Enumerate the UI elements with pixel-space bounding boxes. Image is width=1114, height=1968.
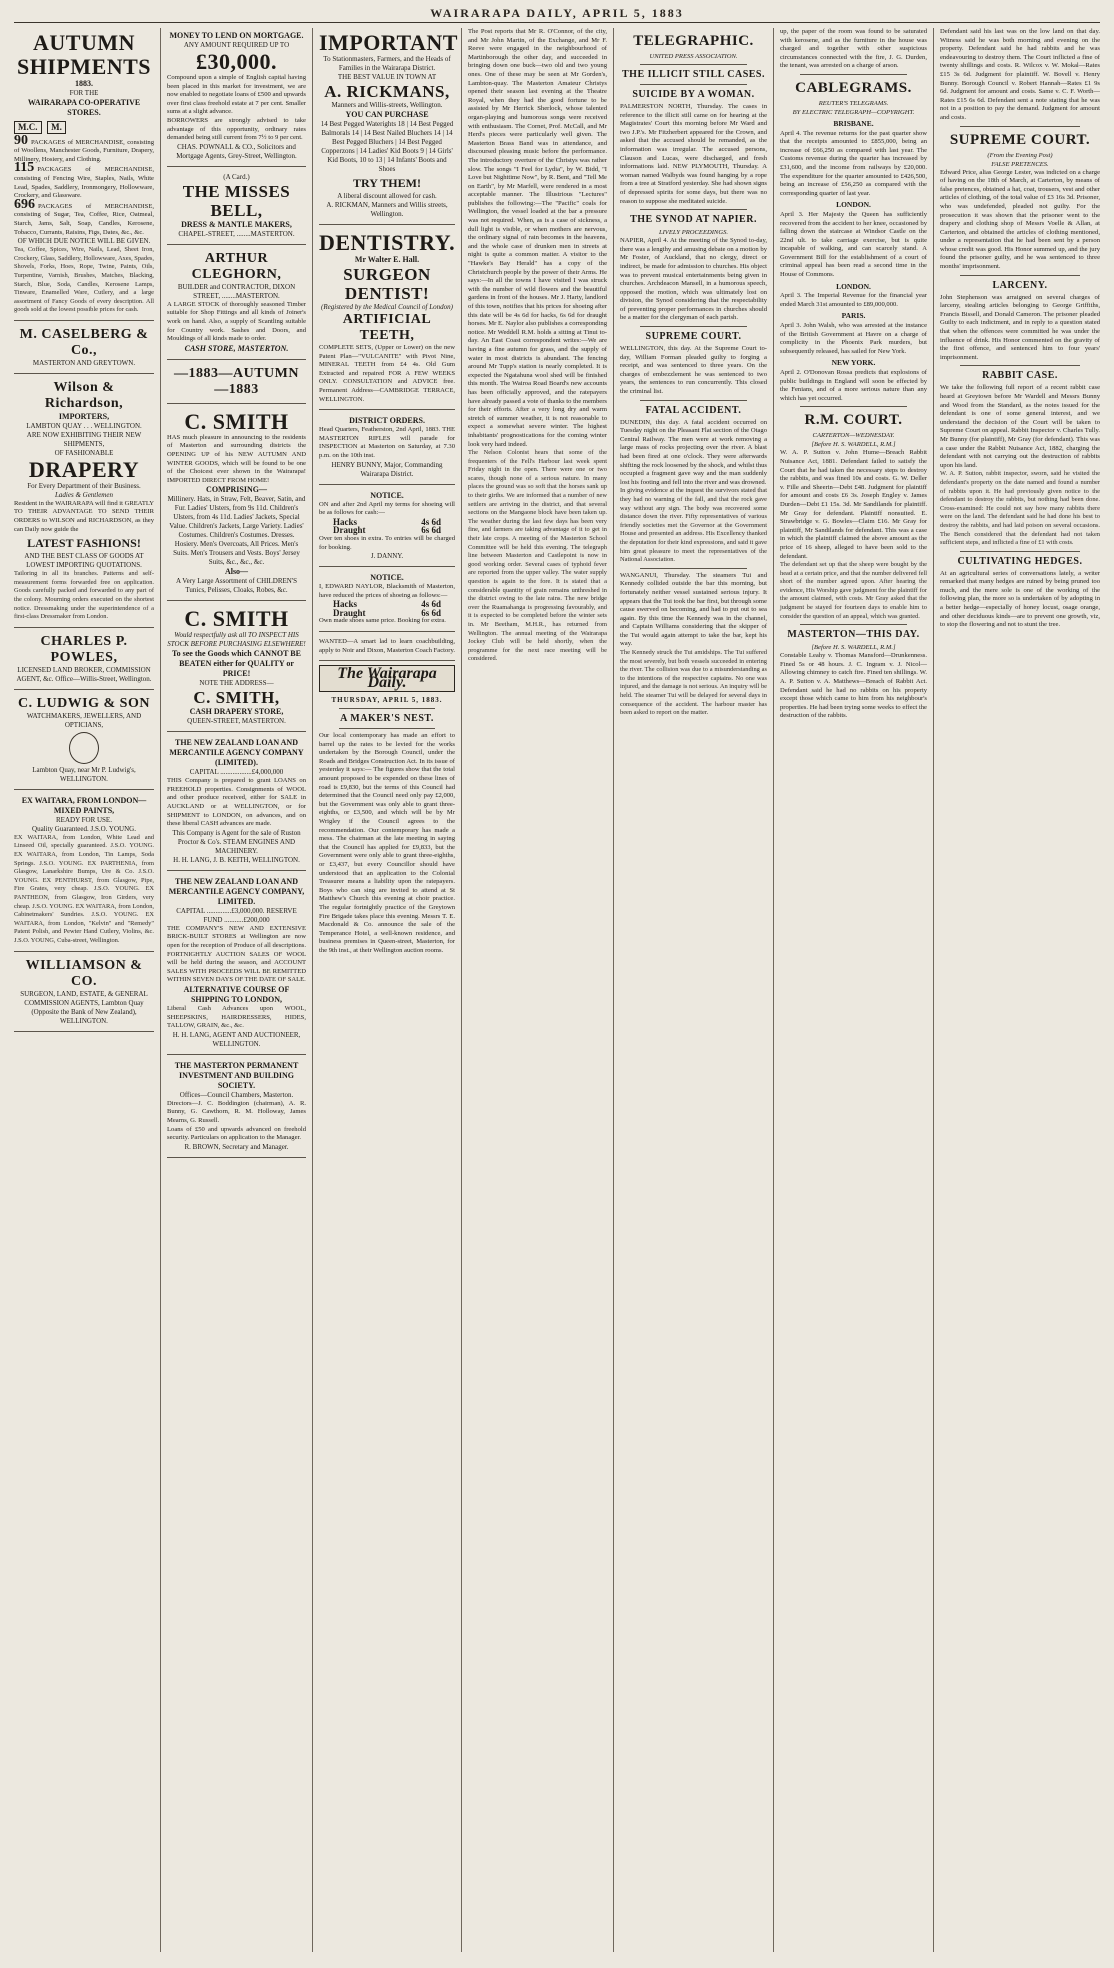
price-value: 6s 6d: [421, 607, 441, 618]
court-before: [Before H. S. WARDELL, R.M.]: [811, 644, 896, 652]
article-body: April 2. O'Donovan Rossa predicts that explosions of public buildings in England will soon be effected by the Fenians, and of a more serious nature than any which has yet occurred.: [780, 369, 927, 402]
ad-year: 1883.: [75, 79, 93, 88]
ad-line: Ladies & Gentlemen: [55, 490, 113, 499]
ad-body: THE COMPANY'S NEW AND EXTENSIVE BRICK-BUILT STORES at Wellington are now open for the reception of Produce of all descriptions. FORTNIGHTLY AUCTION SALES OF WOOL will be held during the season, and ACCOUNT SALES WITH PROCEEDS WILL BE REMITTED WITHIN SEVEN DAYS OF THE DATE OF SALE.: [167, 924, 306, 984]
ad-body: A LARGE STOCK of thoroughly seasoned Timber suitable for Shop Fittings and all kinds of Joiner's work on hand. Also, a supply of Scantling suitable for Country work. Sashes and Doors, and Mouldings of all kinds made to order.: [167, 300, 306, 343]
article-headline: A MAKER'S NEST.: [340, 713, 434, 725]
article-body: PALMERSTON NORTH, Thursday. The cases in reference to the illicit still came on for hearing at the Magistrates' Court this morning before Mr Ward and two J.P.'s. Mr Fitzherbert appeared for the Crown, and asked that the accused should be remanded, as the information was irregular. The accused persons, Clauson and Lucas, were discharged, and fresh informations laid. NEW PLYMOUTH, Thursday. A woman named Walbyds was found hanging by a rope from a tree at Stratford yesterday. She had shown signs of depressed spirits for some days, but there was no reason to suppose she meditated suicide.: [620, 103, 767, 205]
package-description: PACKAGES of MERCHANDISE, consisting of Sugar, Tea, Coffee, Rice, Oatmeal, Starch, Jams, Salt, Soap, Candles, Kerosene, Tobacco, Currants, Raisins, Figs, Dates, &c., &c.: [14, 202, 154, 236]
price-value: 6s 6d: [421, 525, 441, 536]
c-smith-ad: [167, 407, 306, 602]
package-description: PACKAGES of MERCHANDISE, consisting of Fencing Wire, Staples, Nails, White Lead, Spades, Saddlery, Ironmongery, Hollowware, Crockery, and Glassware.: [14, 166, 154, 200]
ad-place: MASTERTON AND GREYTOWN.: [32, 358, 136, 367]
ad-line: OF FASHIONABLE: [54, 448, 114, 457]
divider: [640, 326, 747, 327]
ad-store-name: WAIRARAPA CO-OPERATIVE STORES.: [27, 98, 141, 117]
ad-line: A liberal discount allowed for cash.: [337, 192, 437, 200]
ad-line: Offices—Council Chambers, Masterton.: [179, 1090, 294, 1099]
ad-title: —1883—AUTUMN—1883: [174, 365, 299, 397]
ludwig-ad: [14, 693, 154, 790]
article-body: WELLINGTON, this day. At the Supreme Court to-day, William Forman pleaded guilty to forging a receipt, and was sentenced to three years. On the charges of embezzlement he was sentenced to two years, the sentences to run concurrently. This closed the criminal list.: [620, 345, 767, 396]
ad-signature: H. H. LANG, AGENT AND AUCTIONEER, WELLINGTON.: [172, 1030, 301, 1048]
ad-item-list: 14 Best Pegged Waterights 18 | 14 Best Pegged Balmorals 14 | 14 Best Nailed Bluchers 14 | 14 Best Pegged Bluchers | 14 Best Pegged Copperzons | 14 Ladies' Kid Boots 9 | 14 Girls' Kid Boots, 10 to 13 | 14 Infants' Boots and Shoes: [320, 120, 454, 173]
ad-line: THE BEST VALUE IN TOWN AT: [337, 73, 437, 81]
ad-body: Over ten shoes in extra. To entries will be charged for booking.: [319, 534, 455, 551]
article-headline: FATAL ACCIDENT.: [645, 404, 742, 416]
ad-title: NOTICE.: [370, 490, 404, 500]
ad-headline: LATEST FASHIONS!: [27, 536, 141, 551]
ad-body: Liberal Cash Advances upon WOOL, SHEEPSKINS, HAIRDRESSERS, HIDES, TALLOW, GRAIN, &c., &c.: [167, 1005, 306, 1030]
newspaper-nameplate: The Wairarapa Daily.: [319, 665, 455, 692]
article-body: April 3. The Imperial Revenue for the financial year ended March 31st amounted to £89,000,000.: [780, 292, 927, 308]
ad-subtitle: SURGEON DENTIST!: [343, 265, 431, 303]
ad-signature: H. H. LANG, J. B. KEITH, WELLINGTON.: [173, 855, 300, 864]
trade-mark: M.C.: [14, 121, 42, 134]
article-headline: SUICIDE BY A WOMAN.: [632, 89, 755, 100]
shoeing-notice-2: [319, 570, 455, 632]
ad-body: I, EDWARD NAYLOR, Blacksmith of Masterton, have reduced the prices of shoeing as follows:—: [319, 583, 455, 599]
divider: [339, 708, 435, 709]
ad-body: Directors—J. C. Boddington (chairman), A. R. Bunny, G. Cawthorn, R. M. Holloway, James Mearns, G. Russell.: [167, 1099, 306, 1124]
ad-title: THE MISSES BELL,: [182, 181, 291, 220]
divider: [640, 84, 747, 85]
ad-subtitle: LICENSED LAND BROKER, COMMISSION AGENT, &c. Office—Willis-Street, Wellington.: [16, 665, 152, 683]
autumn-shipments-ad: AUTUMN SHIPMENTS 1883. FOR THE WAIRARAPA CO-OPERATIVE STORES. M.C. M. 90 PACKAGES of MERCHANDISE, consisting of Woollens, Manchester Goods, Furniture, Drapery, Millinery, Hosiery, and Clothing. 115 PACKAGES of MERCHANDISE, consisting of Fencing Wire, Staples, Nails, White Lead, Spades, Saddlery, Ironmongery, Hollowware, Crockery, and Glassware. 696 PACKAGES of MERCHANDISE, consisting of Sugar, Tea, Coffee, Rice, Oatmeal, Starch, Jams, Salt, Soap, Candles, Kerosene, Tobacco, Currants, Raisins, Figs, Dates, &c., &c. OF WHICH DUE NOTICE WILL BE GIVEN. Tea, Coffee, Spices, Wire, Nails, Lead, Sheet Iron, Crockery, Glass, Saddlery, Hollowware, Axes, Spades, Shovels, Forks, Hoes, Rope, Twine, Paints, Oils, Turpentine, Varnish, Brushes, Matches, Blacking, Starch, Blue, Soda, Candles, Kerosene Lamps, Tinware, Enamelled Ware, Cutlery, and a large assortment of Fancy Goods of every description. All goods sold at the lowest possible prices for cash.: [14, 28, 154, 321]
dateline-location: LONDON.: [836, 200, 871, 210]
column-6: up, the paper of the room was found to be saturated with kerosene, and as the furniture in the house was charged and together with other suspicious circumstances connected with the fire, J. G. Durden, the tenant, was arrested on a charge of arson. CABLEGRAMS. REUTER'S TELEGRAMS. BY ELECTRIC TELEGRAPH—COPYRIGHT. BRISBANE. April 4. The revenue returns for the past quarter show that the receipts amounted to £855,000, being an increase of £66,250 as compared with last year. The Customs revenue during the quarter has increased by £31,600, and the income from railways by £20,000. The expenditure for the quarter amounted to £426,500, being an increase of £56,250 as compared with the corresponding quarter of last year. LONDON. April 3. Her Majesty the Queen has sufficiently recovered from the accident to her knee, occasioned by falling down the staircase at Windsor Castle on the 22nd ult. to take carriage exercise, but is quite incapable of walking, and can scarcely stand. A Government Bill for the establishment of a court of criminal appeal has been read a second time in the House of Commons. LONDON. April 3. The Imperial Revenue for the financial year ended March 31st amounted to £89,000,000. PARIS. April 3. John Walsh, who was arrested at the instance of the British Government at Havre on a charge of complicity in the Phoenix Park murders, but subsequently released, has sailed for New York. NEW YORK. April 2. O'Donovan Rossa predicts that explosions of public buildings in England will soon be effected by the Fenians, and of a more serious nature than any which has yet occurred. R.M. COURT. CARTERTON—WEDNESDAY. [Before H. S. WARDELL, R.M.] W. A. P. Sutton v. John Hume—Breach Rabbit Nuisance Act, 1881. Defendant failed to satisfy the Court that he had taken the necessary steps to destroy the rabbits, and was fined 10s and costs. G. W. Deller v. Fille and Sheerin—Debt £48. Judgment for plaintiff for amount and costs £6 3s. Joseph Engley v. James Durden—Debt £1 15s. 3d. Mr Sandilands for plaintiff. Mr Gray for defendant. Plaintiff nonsuited. E. Strawbridge v. G. Bowles—Claim £16. Mr Gray for plaintiff, Mr Sandilands for defendant. This was a case in which the plaintiff claimed the above amount as the price of 16 sheep, alleged to have been sold to the defendant. The defendant set up that the sheep were bought by the head at a certain price, and that the number delivered fell short of the number agreed upon. After hearing the evidence, His Worship gave judgment for the plaintiff for the amount claimed, with costs. Mr Gray asked that the judgment be stayed for fourteen days to enable him to consider the question of an appeal, which was granted. MASTERTON—THIS DAY. [Before H. S. WARDELL, R.M.] Constable Leahy v. Thomas Mansford—Drunkenness. Fined 5s or 48 hours. J. C. Ingram v. J. Nicol—Allowing chimney to catch fire. Fined ten shillings. W. A. P. Sutton v. A. Matthews—Breach of Rabbit Act. Defendant said he had no rabbits on his property except those which came to him from his neighbour's properties. He had been trying some weeks to effect the destruction of the rabbits.: [774, 28, 934, 1952]
ad-subtitle: YOU CAN PURCHASE: [345, 110, 429, 119]
autumn-1883-ad: [167, 363, 306, 404]
ad-place: Manners and Willis-streets, Wellington.: [331, 101, 443, 109]
ad-signature: HENRY BUNNY, Major, Commanding Wairarapa District.: [331, 460, 443, 478]
ad-title: ARTHUR CLEGHORN,: [191, 250, 282, 282]
ad-line: For Every Department of their Business.: [27, 481, 141, 490]
ad-title: WILLIAMSON & CO.: [25, 957, 143, 989]
article-headline: THE SYNOD AT NAPIER.: [630, 214, 757, 226]
ad-place: CHAPEL-STREET, ........MASTERTON.: [178, 229, 295, 238]
ad-line: FOR THE: [69, 89, 99, 97]
ad-title: CHARLES P. POWLES,: [40, 633, 128, 665]
section-subhead: (From the Evening Post): [987, 151, 1053, 159]
ad-place: Lambton Quay, near Mr P. Ludwig's, WELLINGTON.: [32, 765, 136, 783]
ad-body: Own made shoes same price. Booking for extra.: [319, 617, 446, 625]
ad-subtitle: WATCHMAKERS, JEWELLERS, AND OPTICIANS,: [26, 711, 142, 729]
ad-line: (Registered by the Medical Council of London): [321, 303, 453, 311]
rickman-ad: [319, 28, 458, 225]
article-headline: MASTERTON—THIS DAY.: [787, 629, 920, 641]
article-body: We take the following full report of a recent rabbit case heard at Greytown before Mr Wardell and Messrs Bunny and Wood from the Standard, as the notes issued for the defendant is one of some general interest, and we understand the decision of the Court will be taken to Supreme Court on appeal. Rabbit Inspector v. Charles Tully. Mr Bunny (for plaintiff), Mr Gray (for defendant). This was a case under the Rabbit Nuisance Act, 1882, charging the defendant with not carrying out the destruction of rabbits upon his land.: [940, 384, 1100, 469]
ad-title: EX WAITARA, FROM LONDON—MIXED PAINTS,: [21, 795, 147, 815]
ad-capital: CAPITAL ..............£3,000,000. RESERVE FUND ...........£200,000: [176, 906, 297, 924]
column-3: [313, 28, 462, 1952]
divider: [960, 365, 1080, 366]
ad-subtitle: DRESS & MANTLE MAKERS,: [181, 219, 292, 229]
ad-subtitle: SURGEON, LAND, ESTATE, & GENERAL COMMISSION AGENTS, Lambton Quay (Opposite the Bank of New Zealand), WELLINGTON.: [20, 989, 148, 1025]
ad-body: Compound upon a simple of English capital having been placed in this market for investment, we are now enabled to negotiate loans of £500 and upwards over first class freehold estate at 7 per cent. Smaller sums at a slight advance.: [167, 74, 306, 116]
ad-body: Loans of £50 and upwards advanced on freehold security. Particulars on application to the Manager.: [167, 1125, 306, 1142]
divider: [640, 400, 747, 401]
ad-headline: ARTIFICIAL TEETH,: [342, 312, 432, 343]
divider: [800, 74, 907, 75]
c-smith-ad-2: [167, 604, 306, 732]
ad-body: COMPLETE SETS, (Upper or Lower) on the new Patent Plan—"VULCANITE" with Pivot Nine, MINERAL TEETH from £4 4s. Old Gum Extracted and repaired FOR A FEW WEEKS ONLY. CONSULTATION and ADVICE free. Permanent Address—CAMBRIDGE TERRACE, WELLINGTON.: [319, 344, 455, 403]
article-subhead: LIVELY PROCEEDINGS.: [658, 229, 729, 237]
ad-subtitle: ALTERNATIVE COURSE OF SHIPPING TO LONDON,: [183, 985, 290, 1004]
ad-amount: £30,000.: [196, 49, 277, 74]
article-body: Constable Leahy v. Thomas Mansford—Drunkenness. Fined 5s or 48 hours. J. C. Ingram v. J. Nicol—Allowing chimney to catch fire. Fined ten shillings. W. A. P. Sutton v. A. Matthews—Breach of Rabbit Act. Defendant said he had no rabbits on his property except those which came to him from his neighbour's properties. He had been trying some weeks to effect the destruction of the rabbits.: [780, 652, 927, 720]
ad-place: LAMBTON QUAY . . . WELLINGTON.: [26, 421, 142, 430]
issue-date: THURSDAY, APRIL 5, 1883.: [331, 696, 443, 705]
cleghorn-ad: [167, 248, 306, 360]
williamson-ad: [14, 955, 154, 1032]
paints-ad: EX WAITARA, FROM LONDON—MIXED PAINTS, READY FOR USE. Quality Guaranteed. J.S.O. YOUNG. EX WAITARA, from London, White Lead and Linseed Oil, specially guaranteed. J.S.O. YOUNG. EX WAITARA, from London, Tin Lamps, Soda Springs. J.S.O. YOUNG. EX PARTHENIA, from Glasgow, Lanarkshire Bumps, Ure & Co. J.S.O. YOUNG. EX PENTHURST, from Glasgow, Pipe, Fire Grates, very cheap. J.S.O. YOUNG. EX PANTHEON, from Glasgow, Iron Girders, very cheap. J.S.O. YOUNG. EX WAITARA, from London, Cabinetmakers' Sundries. J.S.O. YOUNG. EX WAITARA, from London, "Kelvin" and "Remedy" Patent Polish, and Pewter Hand Cutlery, Violins, &c. J.S.O. YOUNG, Cuba-street, Wellington.: [14, 793, 154, 952]
ad-line: AND THE BEST CLASS OF GOODS AT LOWEST IMPORTING QUOTATIONS.: [24, 552, 144, 570]
ad-signature: CHAS. POWNALL & CO., Solicitors and Mortgage Agents, Grey-Street, Wellington.: [176, 142, 297, 160]
ad-body: THIS Company is prepared to grant LOANS on FREEHOLD properties. Consignments of WOOL and other produce received, either for SALE in AUCKLAND or at WELLINGTON, or for SHIPMENT to LONDON, on advances, and on these liberal CASH advances are made.: [167, 777, 306, 828]
price-value: 4s 6d: [421, 599, 441, 610]
powles-ad: [14, 631, 154, 690]
ad-title: THE NEW ZEALAND LOAN AND MERCANTILE AGENCY COMPANY (LIMITED).: [169, 738, 304, 768]
ad-line: A Very Large Assortment of CHILDREN'S Tunics, Pelisses, Cloaks, Robes, &c.: [176, 577, 297, 595]
ad-body: Would respectfully ask all TO INSPECT HIS STOCK BEFORE PURCHASING ELSEWHERE!: [167, 631, 306, 649]
ad-notice: OF WHICH DUE NOTICE WILL BE GIVEN.: [17, 237, 151, 246]
ad-line: NOTE THE ADDRESS—: [199, 679, 274, 688]
ad-subtitle: CASH DRAPERY STORE,: [189, 707, 284, 717]
divider: [640, 568, 747, 569]
nz-loan-ad: [167, 735, 306, 871]
district-orders-ad: [319, 413, 455, 484]
ad-body: To see the Goods which CANNOT BE BEATEN either for QUALITY or PRICE!: [172, 649, 301, 679]
wilson-richardson-ad: Wilson & Richardson, IMPORTERS, LAMBTON QUAY . . . WELLINGTON. ARE NOW EXHIBITING THEIR NEW SHIPMENTS, OF FASHIONABLE DRAPERY For Every Department of their Business. Ladies & Gentlemen Resident in the WAIRARAPA will find it GREATLY TO THEIR ADVANTAGE TO SEND THEIR ORDERS to WILSON and RICHARDSON, as they can Daily now guide the LATEST FASHIONS! AND THE BEST CLASS OF GOODS AT LOWEST IMPORTING QUOTATIONS. Tailoring in all its branches. Patterns and self-measurement forms forwarded free on application. Goods carefully packed and forwarded to any part of the colony. Mourning orders executed on the shortest notice. Dressmaking under the superintendence of a first-class Dressmaker from London.: [14, 377, 154, 628]
section-subhead: UNITED PRESS ASSOCIATION.: [649, 53, 738, 60]
article-headline: SUPREME COURT.: [645, 331, 742, 343]
ad-title: C. SMITH: [184, 408, 289, 434]
article-body: April 3. John Walsh, who was arrested at the instance of the British Government at Havre on a charge of complicity in the Phoenix Park murders, but subsequently released, has sailed for New York.: [780, 322, 927, 355]
ad-subtitle: BUILDER and CONTRACTOR, DIXON STREET, ........MASTERTON.: [177, 282, 296, 300]
article-body: Our local contemporary has made an effort to barrel up the rates to be levied for the works undertaken by the Borough Council, under the Roads and Bridges Construction Act. In its issue of yesterday it says:— The figures show that the total amount proposed to be expended on these lines of road is £9,830, but the terms of this Council had determined that the Council need only pay £2,000, but the Government was only able to grant three-eighths, or £3,500, and which will be by Mr Wrigley if the Council agrees to the recommendation. Our contemporary has made a mess. The chairman at the late meeting in saying that the Council has applied for £9,833, but the Government were only able to grant three-eighths, or £3,437, but every Councillor should have understood that an application to the Colonial Treasurer means a liability upon the ratepayers. Boys who can sing are invited to attend at St Matthew's Church this evening at choir practice. The regular fortnightly practice of the Greytown Fire Brigade takes place this evening. Messrs T. E. Macdonald & Co. announce the sale of the Temperance Hotel, a well-known residence, and business premises in Queen-street, Masterton, for the 9th inst., at their Wellington auction rooms.: [319, 732, 455, 954]
ad-line: ANY AMOUNT REQUIRED UP TO: [183, 41, 290, 49]
article-headline: CULTIVATING HEDGES.: [957, 555, 1083, 567]
dateline-location: NEW YORK.: [831, 358, 876, 368]
ad-signature: J. DANNY.: [370, 552, 404, 561]
ad-line: (A Card.): [223, 172, 250, 181]
ad-name: A. RICKMANS,: [324, 82, 450, 101]
dateline-location: LONDON.: [836, 281, 871, 291]
local-news-body: The Post reports that Mr R. O'Connor, of the city, and Mr John Martin, of the Exchange, and Mr F. Reeve were engaged in the neighbourhood of Martinborough the other day, and succeeded in bringing down one buck—two old and two young ones. One of these may be seen at Mr Gorden's, Lambton-quay. The Masterton Amateur Christys opened their season last evening at the Theatre Royal, when they had the good fortune to be assisted by Mr Herrick Sherlock, whose talented organ-playing and humorous songs were received with enthusiasm. The Cornet, Prof. McCall, and Mr Herd's pieces were particularly well given. The Masterton Brass Band was in attendance, and discoursed pleasing music before the performance. The introductory overture of the Christys was rather slow. The songs "I Feel for Lydia", by W. Bidd, "I Love but Nighttime Now", by R. Bent, and "Tell Me on Earth", by Mr Marfell, were rendered in a most acceptable manner. The Illustrious "Lectures" publishes the following:—The "Pacific" coals for Wellington, the vessel loaded at the bar a pressure was not required. When, as is a case of sickness, a dull light is visible, or when mothers are nervous, the ordinary signal of rain becomes in the heavens, and the whole case of drunken men in streets at night is quite a common matter. A visitor to the "Hawke's Bay Herald" has a copy of the Christchurch people by the power of their Arms. He says:—In all the towns I have visited I was struck with the number of wild flowers and the beautiful gardens in front of the houses. Mr J. Harty, landlord of this town, notifies that his prices for shoeing after this date will be 4s 6d for hacks, 6s 6d for draught horses. Mr E. Naylor also publishes a corresponding notice. Mr Weddell R.M. holds a sitting at Tinui to-day. An East Coast correspondent writes:—We are having a fine autumn for grass, and the supply of water in most districts is abundant. The fencing around Mr Tupp's station is nearly completed. It is expected the Ngatahuna wool shed will be finished this month. The Wairoa Road Board's new accounts has been officially approved, and the ratepayers have already passed a vote of thanks to the members for their efforts. After a very long dry and warm stretch of summer weather, it is not reasonable to expect a somewhat severe winter. The highest inhabitants' prognostications for the coming winter look very hard indeed.: [468, 28, 607, 448]
ad-title: DENTISTRY.: [319, 230, 456, 255]
ad-place: QUEEN-STREET, MASTERTON.: [187, 717, 286, 726]
ad-footer: CASH STORE, MASTERTON.: [184, 343, 289, 353]
ad-body: ON and after 2nd April my terms for shoeing will be as follows for cash:—: [319, 500, 455, 517]
dateline-location: BRISBANE.: [833, 118, 874, 128]
column-7: Defendant said his last was on the low land on that day. Witness said he was both morning and evening on the property. Defendant said he had rabbits and he was endeavouring to destroy them. The Court inflicted a fine of twenty shillings and costs. R. Wilcox v. W. Mokal—Rates £15 3s 6d. Judgment for plaintiff. W. Bovell v. Henry Bunny. Borough Council v. Robert Hannah—Rates £1 9s 6d. Judgment for amount and costs. Same v. C. F. Worth—Rates £15 6s 6d. Defendant sent a note stating that he was not in a position to pay the demand. Judgment for amount and costs. SUPREME COURT. (From the Evening Post) FALSE PRETENCES. Edward Price, alias George Lester, was indicted on a charge of having on the 18th of March, at Carterton, by means of false pretences, obtained a hat, coat, trousers, vest and other articles of clothing, of the total value of £3 16s 3d. Prisoner, who was undefended, pleaded not guilty. For the prosecution it was shown that the prisoner went to the drapery and clothing shop of Messrs Voelle & Allan, at Carterton, and obtained the articles of clothing mentioned, under a representation that he had been sent by a person whose credit was good. His Honor summed up, and the jury found the prisoner guilty, and he was sentenced to three months' imprisonment. LARCENY. John Stephenson was arraigned on several charges of larceny, stealing articles belonging to George Griffiths, Francis Bissell, and Donald Cameron. The prisoner pleaded Guilty to each indictment, and in reply to a question stated that when the offences were committed he was under the influence of drink. His Honor commented on the gravity of the first offence, and sentenced him to four years' imprisonment. RABBIT CASE. We take the following full report of a recent rabbit case heard at Greytown before Mr Wardell and Messrs Bunny and Wood from the Standard, as the notes issued for the defendant is one of some general interest, and we understand the decision of the Court will be taken to Supreme Court on appeal. Rabbit Inspector v. Charles Tully. Mr Bunny (for plaintiff), Mr Gray (for defendant). This was a case under the Rabbit Nuisance Act, 1882, charging the defendant with not carrying out the destruction of rabbits upon his land. W. A. P. Sutton, rabbit inspector, sworn, said he visited the defendant's property on the date named and found a number of rabbits upon it. He had previously given notice to the defendant to destroy the rabbits, but nothing had been done. Cross-examined: He could not say how many rabbits there were on the land. The defendant said he had done his best to destroy the rabbits, and had laid poison on several occasions. The Bench considered that the defendant had not taken sufficient steps, and inflicted a fine of £1 with costs. CULTIVATING HEDGES. At an agricultural series of conversations lately, a writer remarked that many hedges are ruined by being pruned too much, and the mere sole is one of the working of the following plan, the more so is undertaken of by adopting in a better hedge—especially of honey locust, osage orange, and other deciduous kinds—are to prevent one growth, viz, to stop the flowering and not to stunt the tree.: [940, 28, 1100, 629]
ad-subtitle: To Stationmasters, Farmers, and the Heads of Families in the Wairarapa District.: [323, 55, 451, 72]
ad-title: Wilson & Richardson,: [44, 379, 124, 411]
trade-mark: M.: [47, 121, 66, 134]
section-headline: R.M. COURT.: [804, 412, 903, 429]
article-body: April 3. Her Majesty the Queen has sufficiently recovered from the accident to her knee, occasioned by falling down the staircase at Windsor Castle on the 22nd ult. to take carriage exercise, but is quite incapable of walking, and can scarcely stand. A Government Bill for the establishment of a court of criminal appeal has been read a second time in the House of Commons.: [780, 210, 927, 279]
ad-body: Head Quarters, Featherston, 2nd April, 1883. THE MASTERTON RIFLES will parade for INSPECTION at Masterton on Saturday, at 7.30 p.m. on the 10th inst.: [319, 426, 455, 459]
dentistry-ad: [319, 228, 455, 410]
divider: [640, 64, 747, 65]
column-2: [161, 28, 313, 1952]
ad-name: C. SMITH,: [193, 688, 280, 708]
dateline-location: PARIS.: [841, 311, 866, 321]
package-description: PACKAGES of MERCHANDISE, consisting of Woollens, Manchester Goods, Furniture, Drapery, Millinery, Hosiery, and Clothing.: [14, 138, 154, 163]
watch-icon: [69, 732, 99, 764]
divider: [960, 275, 1080, 276]
article-body: April 4. The revenue returns for the past quarter show that the receipts amounted to £855,000, being an increase of £66,250 as compared with last year. The Customs revenue during the quarter has increased by £31,600, and the income from railways by £20,000. The expenditure for the quarter amounted to £426,500, being an increase of £56,250 as compared with the corresponding quarter of last year.: [780, 129, 927, 197]
ad-item-list: Millinery. Hats, in Straw, Felt, Beaver, Satin, and Fur. Ladies' Ulsters, from 9s 11d. Children's Ulsters, from 4s 11d. Ladies' Jackets, Special Value. Children's Jackets, Large Variety. Ladies' Costumes. Children's Costumes. Dresses. Hosiery. Men's Overcoats, All Prices. Men's Suits. Men's Trousers and Vests. Boys' Jersey Suits, &c., &c., &c.: [167, 495, 306, 567]
ad-headline: DRAPERY: [28, 456, 140, 482]
divider: [960, 551, 1080, 552]
ad-body: Quality Guaranteed. J.S.O. YOUNG.: [32, 824, 136, 833]
divider: [960, 126, 1080, 127]
wanted-ad: [319, 635, 455, 661]
section-headline: TELEGRAPHIC.: [633, 33, 754, 49]
ad-body: This Company is Agent for the sale of Ruston Proctor & Co's. STEAM ENGINES AND MACHINERY.: [172, 828, 301, 855]
ad-subtitle: IMPORTERS,: [58, 411, 110, 421]
article-body: Edward Price, alias George Lester, was indicted on a charge of having on the 18th of March, at Carterton, by means of false pretences, obtained a hat, coat, trousers, vest and other articles of clothing, of the total value of £3 16s 3d. Prisoner, who was undefended, pleaded not guilty. For the prosecution it was shown that the prisoner went to the drapery and clothing shop of Messrs Voelle & Allan, at Carterton, and obtained the articles of clothing mentioned, under a representation that he had been sent by a person whose credit was good. His Honor summed up, and the jury found the prisoner guilty, and he was sentenced to three months' imprisonment.: [940, 168, 1100, 271]
ad-title: C. SMITH: [184, 606, 289, 632]
ad-body: Resident in the WAIRARAPA will find it GREATLY TO THEIR ADVANTAGE TO SEND THEIR ORDERS to WILSON and RICHARDSON, as they can Daily now guide the: [14, 499, 154, 533]
ad-subtitle: READY FOR USE.: [56, 815, 112, 824]
price-row: [319, 526, 455, 535]
section-headline: CABLEGRAMS.: [795, 79, 912, 96]
ad-title: THE MASTERTON PERMANENT INVESTMENT AND BUILDING SOCIETY.: [174, 1060, 299, 1090]
price-label: Draught: [333, 525, 366, 536]
ad-title: IMPORTANT: [319, 30, 458, 55]
article-body: WANGANUI, Thursday. The steamers Tui and Kennedy collided outside the bar this morning, but fortunately neither vessel sustained serious injury. It appears that the Tui took the bar first, but through some cause swerved on becoming, and had to put out to sea again. By this time the Kennedy was in the channel, and Captain Williams considering that the skipper of the Tui would again attempt to take the bar, kept his way.: [620, 571, 767, 648]
ad-capital: CAPITAL ..................£4,000,000: [189, 768, 284, 777]
page-masthead: WAIRARAPA DAILY, APRIL 5, 1883: [14, 6, 1100, 23]
nz-loan-ad-2: [167, 874, 306, 1055]
article-body: NAPIER, April 4. At the meeting of the Synod to-day, there was a lengthy and amusing debate on a motion by Mr Foster, of Auckland, that no clergy, direct or indirect, be made for admission to churches. His object was to prevent musical entertainments being given in churches. Archdeacon Mansell, in a humorous speech, opposed the motion, which was ultimately lost on division, the Synod considering that the respectability of preventing proper performances in churches should be a matter for the clergyman of each parish.: [620, 237, 767, 322]
section-subhead: CARTERTON—WEDNESDAY.: [812, 432, 895, 440]
article-body: W. A. P. Sutton v. John Hume—Breach Rabbit Nuisance Act, 1881. Defendant failed to satisfy the Court that he had taken the necessary steps to destroy the rabbits, and was fined 10s and costs. G. W. Deller v. Fille and Sheerin—Debt £48. Judgment for plaintiff for amount and costs £6 3s. Joseph Engley v. James Durden—Debt £1 15s. 3d. Mr Sandilands for plaintiff. Mr Gray for defendant. Plaintiff nonsuited. E. Strawbridge v. G. Bowles—Claim £16. Mr Gray for plaintiff, Mr Sandilands for defendant. This was a case in which the plaintiff claimed the above amount as the price of 16 sheep, alleged to have been sold to the defendant.: [780, 449, 927, 560]
ad-subtitle: COMPRISING—: [206, 485, 267, 495]
ad-title: DISTRICT ORDERS.: [349, 416, 425, 426]
article-body: DUNEDIN, this day. A fatal accident occurred on Tuesday night on the Pleasant Flat section of the Otago Central Railway. The men were at work removing a large mass of rocks projecting over the river. A blast had been fired at one o'clock. They were afterwards shifting the rock loosened by the shock, and whilst thus occupied a fragment gave way and the man suddenly lost his footing and fell into the river and was drowned.: [620, 418, 767, 486]
package-count: 90: [14, 132, 28, 148]
section-subhead: BY ELECTRIC TELEGRAPH—COPYRIGHT.: [792, 108, 915, 116]
article-body: Defendant said his last was on the low land on that day. Witness said he was both morning and evening on the property. Defendant said he had rabbits and he was endeavouring to destroy them. The Court inflicted a fine of twenty shillings and costs. R. Wilcox v. W. Mokal—Rates £15 3s 6d. Judgment for plaintiff. W. Bovell v. Henry Bunny. Borough Council v. Robert Hannah—Rates £1 9s 6d. Judgment for amount and costs. Same v. C. F. Worth—Rates £15 6s 6d. Defendant sent a note stating that he was not in a position to pay the demand. Judgment for amount and costs.: [940, 28, 1100, 121]
ad-subtitle: Also—: [224, 567, 249, 577]
ad-title: NOTICE.: [370, 573, 404, 583]
ad-body: WANTED—A smart lad to learn coachbuilding, apply to Noir and Dixon, Masterton Coach Factory.: [319, 638, 455, 654]
column-1: [14, 28, 161, 1952]
ad-title: THE NEW ZEALAND LOAN AND MERCANTILE AGENCY COMPANY, LIMITED.: [168, 876, 305, 906]
price-label: Hacks: [333, 516, 358, 527]
ad-title: MONEY TO LEND ON MORTGAGE.: [169, 31, 304, 40]
ad-name: Mr Walter E. Hall.: [354, 255, 420, 264]
article-body: John Stephenson was arraigned on several charges of larceny, stealing articles belonging to George Griffiths, Francis Bissell, and Donald Cameron. The prisoner pleaded Guilty to each indictment, and in reply to a question stated that when the offences were committed he was under the influence of drink. His Honor commented on the gravity of the first offence, and sentenced him to four years' imprisonment.: [940, 293, 1100, 361]
money-to-lend-ad: [167, 28, 306, 167]
column-5: TELEGRAPHIC. UNITED PRESS ASSOCIATION. THE ILLICIT STILL CASES. SUICIDE BY A WOMAN. PALMERSTON NORTH, Thursday. The cases in reference to the illicit still came on for hearing at the Magistrates' Court this morning before Mr Ward and two J.P.'s. Mr Fitzherbert appeared for the Crown, and asked that the accused should be remanded, as the information was irregular. The accused persons, Clauson and Lucas, were discharged, and fresh informations laid. NEW PLYMOUTH, Thursday. A woman named Walbyds was found hanging by a rope from a tree at Stratford yesterday. She had shown signs of depressed spirits for some days, but there was no reason to suppose she meditated suicide. THE SYNOD AT NAPIER. LIVELY PROCEEDINGS. NAPIER, April 4. At the meeting of the Synod to-day, there was a lengthy and amusing debate on a motion by Mr Foster, of Auckland, that no clergy, direct or indirect, be made for admission to churches. His object was to prevent musical entertainments being given in churches. Archdeacon Mansell, in a humorous speech, opposed the motion, which was ultimately lost on division, the Synod considering that the respectability of preventing proper performances in churches should be a matter for the clergyman of each parish. SUPREME COURT. WELLINGTON, this day. At the Supreme Court to-day, William Forman pleaded guilty to forging a receipt, and was sentenced to three years. On the charges of embezzlement he was sentenced to two years, the sentences to run concurrently. This closed the criminal list. FATAL ACCIDENT. DUNEDIN, this day. A fatal accident occurred on Tuesday night on the Pleasant Flat section of the Otago Central Railway. The men were at work removing a large mass of rocks projecting over the river. A blast had been fired at one o'clock. They were afterwards shifting the rock loosened by the shock, and whilst thus occupied a fragment gave way and the man suddenly lost his footing and fell into the river and was drowned. In giving evidence at the inquest the survivors stated that they had no warning of the fall, and that the rock gave way without any sign. The body was recovered some distance down the river. Fifty representatives of various friendly societies met the Governor at the Government House and presented an address. His Excellency thanked the deputation for their kind expressions, and said it gave him great pleasure to meet the representatives of the National Association. WANGANUI, Thursday. The steamers Tui and Kennedy collided outside the bar this morning, but fortunately neither vessel sustained serious injury. It appears that the Tui took the bar first, but through some cause swerved on becoming, and had to put out to sea again. By this time the Kennedy was in the channel, and Captain Williams considering that the skipper of the Tui would again attempt to take the bar, kept his way. The Kennedy struck the Tui amidships. The Tui suffered the most severely, but both vessels succeeded in entering the river. The collision was due to a misunderstanding as to the intentions of the respective captains. No one was injured, and the damage is not serious. An inquiry will be held. The steamer Tui will be delayed for several days in consequence of the accident. The harbour master has been asked to report on the matter.: [614, 28, 774, 1952]
ad-body: HAS much pleasure in announcing to the residents of Masterton and surrounding districts the OPENING UP of his NEW AUTUMN AND WINTER GOODS, which will be found to be one of the Choicest ever shown in the Wairarapa! IMPORTED DIRECT FROM HOME!: [167, 433, 306, 484]
ad-body: BORROWERS are strongly advised to take advantage of this opportunity, ordinary rates demanded being still current from 7½ to 9 per cent.: [167, 116, 306, 142]
article-headline: THE ILLICIT STILL CASES.: [622, 69, 765, 80]
ad-headline: TRY THEM!: [353, 176, 421, 190]
ad-signature: R. BROWN, Secretary and Manager.: [184, 1142, 289, 1151]
price-label: Draught: [333, 607, 366, 618]
ad-title: M. CASELBERG & Co.,: [19, 326, 149, 358]
article-body: up, the paper of the room was found to be saturated with kerosene, and as the furniture in the house was charged and together with other suspicious circumstances connected with the fire, J. G. Durden, the tenant, was arrested on a charge of arson.: [780, 28, 927, 70]
ad-signature: A. RICKMAN, Manners and Willis streets, Wellington.: [326, 201, 448, 218]
building-society-ad: [167, 1058, 306, 1158]
divider: [800, 624, 907, 625]
column-4: The Post reports that Mr R. O'Connor, of the city, and Mr John Martin, of the Exchange, and Mr F. Reeve were engaged in the neighbourhood of Martinborough the other day, and succeeded in bringing down one buck—two old and two young ones. One of these may be seen at Mr Gorden's, Lambton-quay. The Masterton Amateur Christys opened their season last evening at the Theatre Royal, when they had the good fortune to be assisted by Mr Herrick Sherlock, whose talented organ-playing and humorous songs were received with enthusiasm. The Cornet, Prof. McCall, and Mr Herd's pieces were particularly well given. The Masterton Brass Band was in attendance, and discoursed pleasing music before the performance. The introductory overture of the Christys was rather slow. The songs "I Feel for Lydia", by W. Bidd, "I Love but Nighttime Now", by R. Bent, and "Tell Me on Earth", by Mr Marfell, were rendered in a most acceptable manner. The Illustrious "Lectures" publishes the following:—The "Pacific" coals for Wellington, the vessel loaded at the bar a pressure was not required. When, as is a case of sickness, a dull light is visible, or when mothers are nervous, the ordinary signal of rain becomes in the heavens, and the whole case of drunken men in streets at night is quite a common matter. A visitor to the "Hawke's Bay Herald" has a copy of the Christchurch people by the power of their Arms. He says:—In all the towns I have visited I was struck with the number of wild flowers and the beautiful gardens in front of the houses. Mr J. Harty, landlord of this town, notifies that his prices for shoeing after this date will be 4s 6d for hacks, 6s 6d for draught horses. Mr E. Naylor also publishes a corresponding notice. Mr Weddell R.M. holds a sitting at Tinui to-day. An East Coast correspondent writes:—We are having a fine autumn for grass, and the supply of water in most districts is abundant. The fencing around Mr Tupp's station is nearly completed. It is expected the Ngatahuna wool shed will be finished this month. The Wairoa Road Board's new accounts has been officially approved, and the ratepayers have already passed a vote of thanks to the members for their efforts. After a very long dry and warm stretch of summer weather, it is not reasonable to expect a somewhat severe winter. The highest inhabitants' prognostications for the coming winter look very hard indeed. The Nelson Colonist hears that some of the frequenters of the Fell's Harbour last week spent Friday night in the open. There were one or two scares, though none of a serious nature. In many places the ground was so soft that the horses sank up to their girths. We are informed that a number of new settlers are arriving in the district, and that several sections on the Mangaone block have been taken up. The weather during the last few days has been very fine, and farmers are taking advantage of it to get in their late crops. A meeting of the Masterton School Committee will be held this evening. The telegraph line between Masterton and Castlepoint is now in good working order. Several cases of typhoid fever are reported from the upper valley. The water supply question is again to the fore. It is stated that a considerable quantity of grain remains unthreshed in the district owing to the late rains. The new bridge over the Ruamahanga is progressing favourably, and it is expected to be completed before the winter sets in. Mr Beetham, M.H.R., has returned from Wellington. The annual meeting of the Wairarapa Jockey Club will be held shortly, when the programme for the next race meeting will be considered.: [462, 28, 614, 1952]
package-count: 696: [14, 196, 35, 212]
price-row: [319, 609, 455, 618]
article-headline: RABBIT CASE.: [982, 370, 1058, 382]
shoeing-notice-1: [319, 488, 455, 568]
caselberg-ad: [14, 324, 154, 374]
article-headline: LARCENY.: [992, 279, 1048, 291]
ad-title: C. LUDWIG & SON: [18, 695, 150, 711]
divider: [640, 209, 747, 210]
court-before: [Before H. S. WARDELL, R.M.]: [811, 441, 896, 449]
price-label: Hacks: [333, 599, 358, 610]
price-value: 4s 6d: [421, 516, 441, 527]
package-count: 115: [14, 160, 35, 176]
section-headline: SUPREME COURT.: [949, 131, 1091, 148]
ad-title: AUTUMN SHIPMENTS: [16, 30, 152, 79]
divider: [339, 728, 435, 729]
article-subhead: FALSE PRETENCES.: [991, 160, 1049, 168]
section-subhead: REUTER'S TELEGRAMS.: [818, 99, 889, 107]
ad-line: ARE NOW EXHIBITING THEIR NEW SHIPMENTS,: [26, 430, 142, 448]
divider: [800, 406, 907, 407]
misses-bell-ad: [167, 170, 306, 245]
article-body: At an agricultural series of conversations lately, a writer remarked that many hedges are ruined by being pruned too much, and the mere sole is one of the working of the following plan, the more so is undertaken of by adopting in a better hedge—especially of honey locust, osage orange, and other deciduous kinds—are to prevent one growth, viz, to stop the flowering and not to stunt the tree.: [940, 569, 1100, 629]
